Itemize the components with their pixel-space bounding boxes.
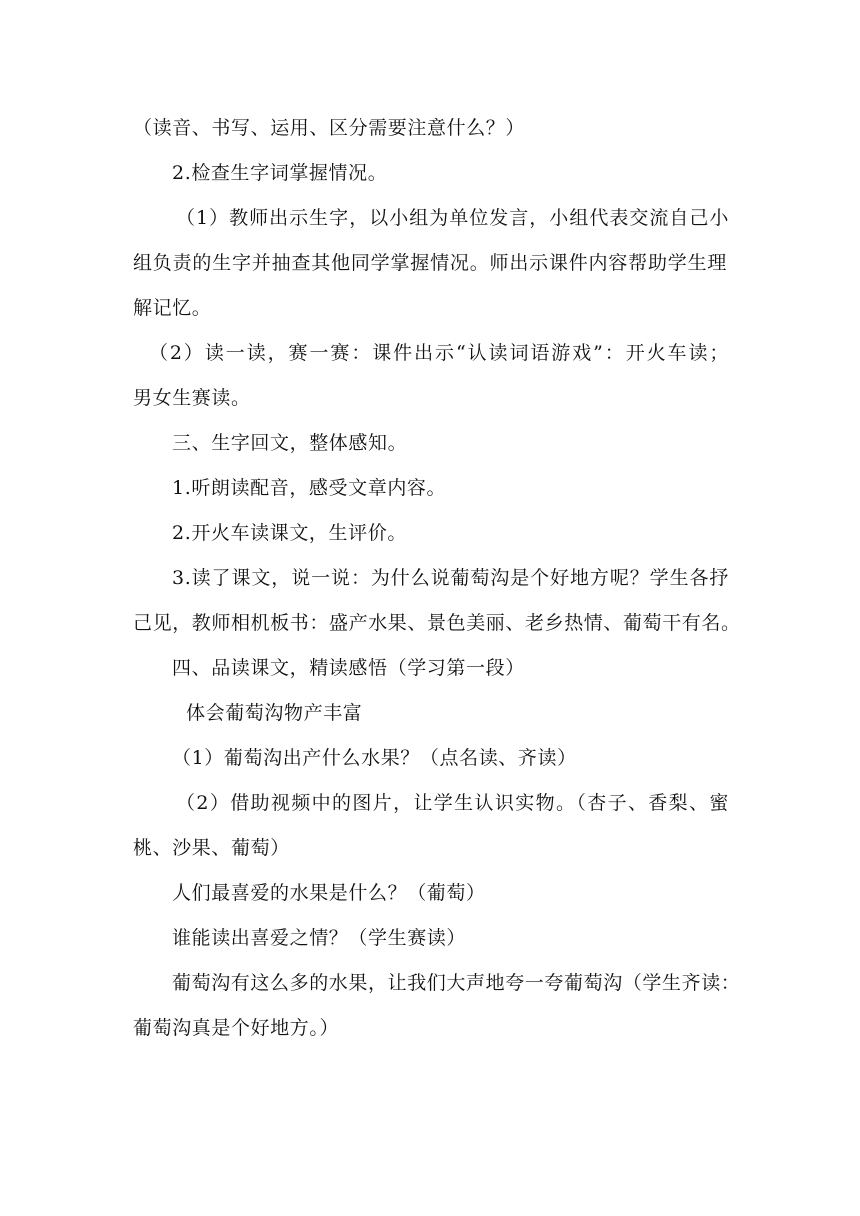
- text-line-19: 谁能读出喜爱之情？（学生赛读）: [172, 927, 467, 949]
- text-line-16: （2）借助视频中的图片，让学生认识实物。（杏子、香梨、蜜: [176, 792, 729, 814]
- text-line-12: 己见，教师相机板书：盛产水果、景色美丽、老乡热情、葡萄干有名。: [133, 612, 741, 634]
- text-line-18: 人们最喜爱的水果是什么？（葡萄）: [172, 882, 486, 904]
- text-line-13: 四、品读课文，精读感悟（学习第一段）: [172, 657, 525, 679]
- text-line-2: 2.检查生字词掌握情况。: [172, 162, 388, 184]
- text-line-15: （1）葡萄沟出产什么水果？（点名读、齐读）: [172, 747, 577, 769]
- text-line-5: 解记忆。: [133, 297, 212, 319]
- text-line-21: 葡萄沟真是个好地方。）: [133, 1017, 340, 1039]
- text-line-3: （1）教师出示生字，以小组为单位发言，小组代表交流自己小: [176, 207, 729, 229]
- text-line-14: 体会葡萄沟物产丰富: [186, 702, 363, 724]
- text-line-7: 男女生赛读。: [133, 387, 251, 409]
- text-line-8: 三、生字回文，整体感知。: [172, 432, 408, 454]
- text-line-6: （2）读一读，赛一赛：课件出示“认读词语游戏”：开火车读；: [149, 342, 729, 364]
- text-line-9: 1.听朗读配音，感受文章内容。: [172, 477, 447, 499]
- text-line-20: 葡萄沟有这么多的水果，让我们大声地夸一夸葡萄沟（学生齐读：: [172, 972, 741, 994]
- text-line-10: 2.开火车读课文，生评价。: [172, 522, 407, 544]
- text-line-11: 3.读了课文，说一说：为什么说葡萄沟是个好地方呢？学生各抒: [172, 567, 729, 589]
- text-line-4: 组负责的生字并抽查其他同学掌握情况。师出示课件内容帮助学生理: [133, 252, 727, 274]
- text-line-1: （读音、书写、运用、区分需要注意什么？）: [133, 117, 526, 139]
- text-line-17: 桃、沙果、葡萄）: [133, 837, 290, 859]
